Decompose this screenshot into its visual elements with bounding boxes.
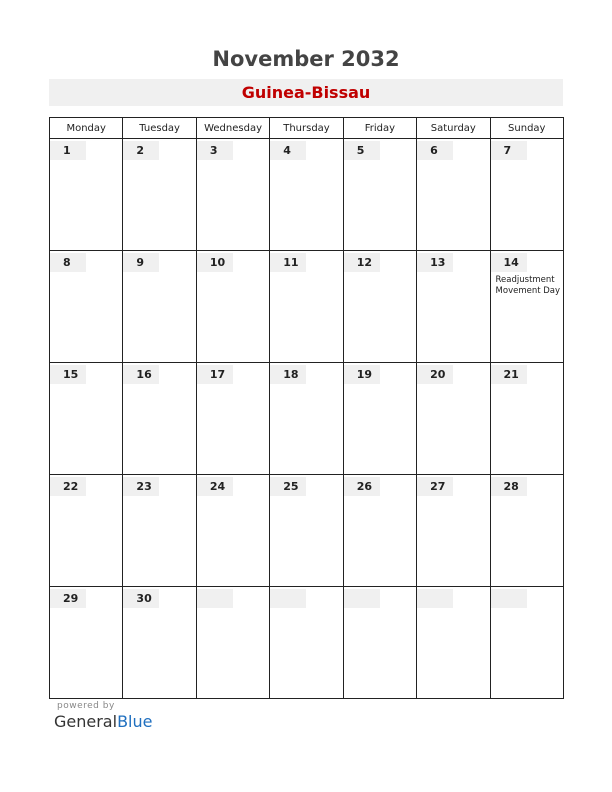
day-cell[interactable] [123,587,196,699]
day-number: 5 [344,141,380,160]
day-cell[interactable] [50,363,123,475]
day-number: 19 [344,365,380,384]
day-cell[interactable] [196,363,269,475]
day-cell[interactable] [343,139,416,251]
day-number: 23 [123,477,159,496]
day-cell[interactable] [270,139,343,251]
day-cell[interactable] [417,363,490,475]
day-number: 18 [270,365,306,384]
brand-blue: Blue [117,712,153,731]
day-number: 8 [50,253,86,272]
day-number: 14 [491,253,527,272]
day-number: 28 [491,477,527,496]
day-cell[interactable] [196,139,269,251]
day-number [197,589,233,608]
day-cell[interactable] [417,251,490,363]
day-number: 24 [197,477,233,496]
day-number: 7 [491,141,527,160]
weekday-header: Thursday [270,118,343,139]
day-cell[interactable] [490,363,563,475]
day-number [270,589,306,608]
day-number: 21 [491,365,527,384]
day-number: 17 [197,365,233,384]
day-cell[interactable] [270,251,343,363]
day-number: 13 [417,253,453,272]
day-number: 3 [197,141,233,160]
weekday-header: Tuesday [123,118,196,139]
weekday-header: Saturday [417,118,490,139]
day-cell[interactable] [270,475,343,587]
day-number: 12 [344,253,380,272]
holiday-label: Readjustment Movement Day [495,275,561,296]
day-cell[interactable] [343,475,416,587]
day-cell[interactable] [50,475,123,587]
day-number: 30 [123,589,159,608]
weekday-header: Sunday [490,118,563,139]
day-cell[interactable] [123,363,196,475]
country-name: Guinea-Bissau [49,79,563,106]
week-row [50,251,564,363]
day-number: 16 [123,365,159,384]
week-row [50,587,564,699]
weekday-header: Wednesday [196,118,269,139]
day-cell[interactable] [343,587,416,699]
day-cell[interactable] [417,475,490,587]
weekday-header: Friday [343,118,416,139]
day-number: 11 [270,253,306,272]
day-cell[interactable] [343,363,416,475]
day-cell[interactable] [490,251,563,363]
day-cell[interactable] [196,587,269,699]
day-cell[interactable] [123,251,196,363]
day-cell[interactable] [270,587,343,699]
day-number: 10 [197,253,233,272]
powered-by-label: powered by [57,701,115,711]
day-number [417,589,453,608]
day-number: 29 [50,589,86,608]
day-number: 26 [344,477,380,496]
day-cell[interactable] [50,139,123,251]
day-cell[interactable] [50,587,123,699]
day-number: 6 [417,141,453,160]
day-number: 20 [417,365,453,384]
day-number [491,589,527,608]
day-cell[interactable] [490,139,563,251]
day-number: 1 [50,141,86,160]
week-row [50,363,564,475]
day-number: 25 [270,477,306,496]
day-cell[interactable] [490,475,563,587]
week-row [50,139,564,251]
day-cell[interactable] [50,251,123,363]
calendar-grid [49,117,564,699]
day-cell[interactable] [417,139,490,251]
day-cell[interactable] [343,251,416,363]
brand-logo[interactable] [54,712,152,731]
day-number: 9 [123,253,159,272]
day-cell[interactable] [270,363,343,475]
day-cell[interactable] [123,475,196,587]
week-row [50,475,564,587]
weekday-header: Monday [50,118,123,139]
page-title: November 2032 [212,47,400,71]
day-cell[interactable] [196,251,269,363]
brand-general: General [54,712,118,731]
day-cell[interactable] [490,587,563,699]
day-number: 15 [50,365,86,384]
day-number: 2 [123,141,159,160]
day-cell[interactable] [417,587,490,699]
weekday-header-row [50,118,564,139]
day-cell[interactable] [196,475,269,587]
day-number [344,589,380,608]
day-number: 22 [50,477,86,496]
day-number: 27 [417,477,453,496]
day-number: 4 [270,141,306,160]
day-cell[interactable] [123,139,196,251]
